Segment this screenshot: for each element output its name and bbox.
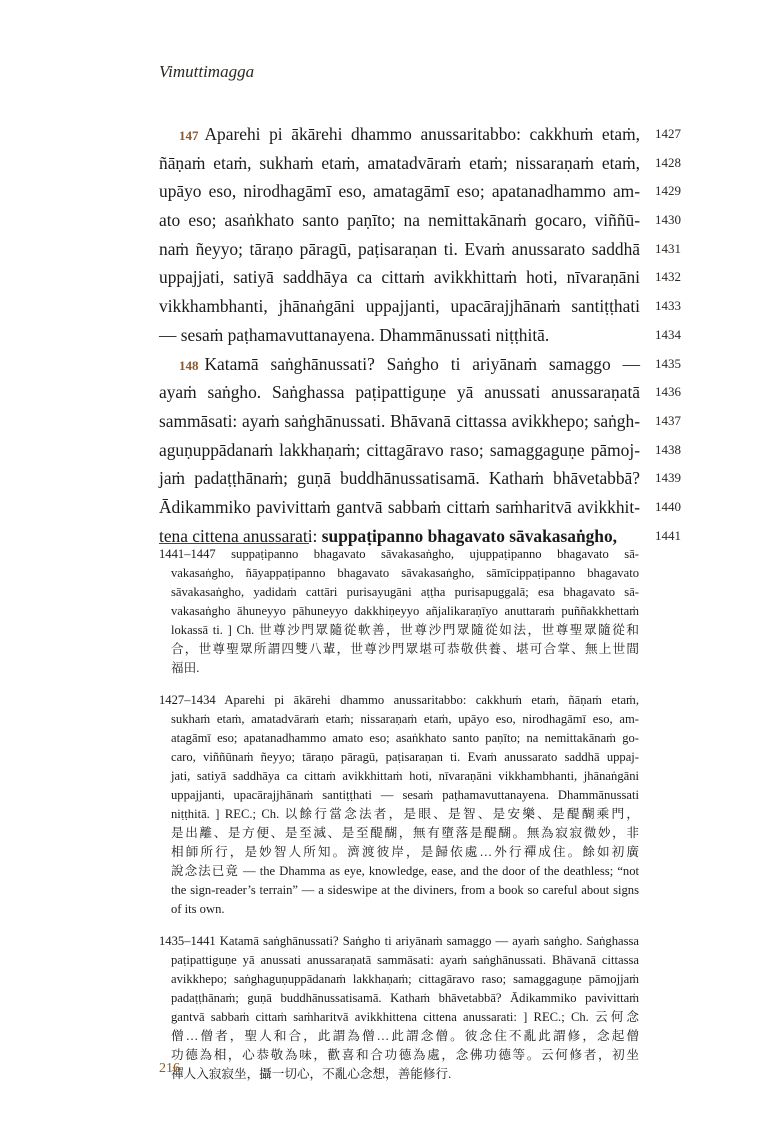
note-line: sukhaṁ etaṁ, amatadvāraṁ etaṁ; nissaraṇaṁ etaṁ, upāyo eso, nirodhagāmī eso, am- xyxy=(171,712,639,726)
page-number: 216 xyxy=(159,1061,180,1076)
line-body: Ādikammiko pavivittaṁ gantvā sabbaṁ cittaṁ saṁharitvā avikkhit- xyxy=(159,496,640,517)
note-line: avikkhepo; saṅghaguṇuppādanaṁ lakkhaṇaṁ; cittagāravo raso; samaggaguṇe pāmojjaṁ xyxy=(171,972,639,986)
critical-note xyxy=(159,932,639,1084)
line-body: uppajjati, satiyā saddhāya ca cittaṁ avikkhittaṁ hoti, nīvaraṇāni xyxy=(159,267,640,288)
main-text-line xyxy=(159,436,681,465)
paragraph-number: 148 xyxy=(179,357,199,373)
line-text xyxy=(159,177,640,206)
note-line: 相師所行，是妙智人所知。濟渡彼岸，是歸依處…外行禪成住。餘如初廣 xyxy=(171,845,639,859)
paragraph-number: 147 xyxy=(179,128,199,143)
running-head: Vimuttimagga xyxy=(159,62,255,81)
line-text xyxy=(159,120,640,151)
line-body: sammāsati: ayaṁ saṅghānussati. Bhāvanā cittassa avikkhepo; saṅgh- xyxy=(159,410,640,431)
note-line: 僧…僧者，聖人和合，此謂為僧…此謂念僧。彼念住不亂此謂修，念起僧 xyxy=(171,1029,639,1043)
line-text xyxy=(159,235,640,264)
line-body: ayaṁ saṅgho. Saṅghassa paṭipattiguṇe yā anussati anussaraṇatā xyxy=(159,382,640,403)
note-line: 1427–1434 Aparehi pi ākārehi dhammo anussaritabbo: cakkhuṁ etaṁ, ñāṇaṁ etaṁ, xyxy=(159,693,639,707)
line-body: Aparehi pi ākārehi dhammo anussaritabbo: cakkhuṁ etaṁ, xyxy=(204,124,640,144)
line-number: 1431 xyxy=(655,240,681,256)
bold-lemma: suppaṭipanno bhagavato sāvakasaṅgho, xyxy=(321,525,618,546)
note-line: jati, satiyā saddhāya ca cittaṁ avikkhittaṁ hoti, nīvaraṇāni vikkhambhanti, jhānaṅgāni xyxy=(171,769,639,783)
main-text-line xyxy=(159,206,681,235)
line-body: — sesaṁ paṭhamavuttanayena. Dhammānussati niṭṭhitā. xyxy=(159,324,550,345)
main-text-line xyxy=(159,149,681,178)
line-number: 1430 xyxy=(655,212,681,228)
line-number: 1438 xyxy=(655,441,681,457)
main-text-line xyxy=(159,235,681,264)
line-text xyxy=(159,378,640,407)
note-line: niṭṭhitā. ] REC.; Ch. 以餘行當念法者，是眼、是智、是安樂、是醍醐乘門， xyxy=(171,807,639,821)
line-number: 1427 xyxy=(655,126,681,141)
line-body: aguṇuppādanaṁ lakkhaṇaṁ; cittagāravo raso; samaggaguṇe pāmoj- xyxy=(159,439,640,460)
note-line: paṭipattiguṇe yā anussati anussaraṇatā sammāsati: ayaṁ saṅghānussati. Bhāvanā cittassa xyxy=(171,953,639,967)
line-text xyxy=(159,493,640,522)
line-number: 1429 xyxy=(655,183,681,199)
note-line: caro, viññūnaṁ ñeyyo; tāraṇo pāragū, paṭisaraṇan ti. Evaṁ anussarato saddhā uppaj- xyxy=(171,750,639,764)
note-line: lokassā ti. ] Ch. 世尊沙門眾隨從軟善，世尊沙門眾隨從如法，世尊聖眾隨從和 xyxy=(171,623,639,637)
main-text-line xyxy=(159,464,681,493)
critical-note xyxy=(159,545,639,678)
main-text-line xyxy=(159,120,681,149)
note-line: 合，世尊聖眾所謂四雙八輩，世尊沙門眾堪可恭敬供養、堪可合掌、無上世間 xyxy=(171,642,639,656)
main-text-line xyxy=(159,177,681,206)
note-line: sāvakasaṅgho, yadidaṁ cattāri purisayugāni aṭṭha purisapuggalā; esa bhagavato sā- xyxy=(171,585,639,599)
line-body: naṁ ñeyyo; tāraṇo pāragū, paṭisaraṇan ti. Evaṁ anussarato saddhā xyxy=(159,238,640,259)
main-text-line xyxy=(159,350,681,379)
main-text-line xyxy=(159,493,681,522)
line-number: 1441 xyxy=(655,527,681,543)
line-number: 1436 xyxy=(655,384,681,400)
line-body: Katamā saṅghānussati? Saṅgho ti ariyānaṁ samaggo — xyxy=(204,353,640,374)
main-text-line xyxy=(159,407,681,436)
line-body: jaṁ padaṭṭhānaṁ; guṇā buddhānussatisamā. Kathaṁ bhāvetabbā? xyxy=(159,468,640,489)
line-number: 1433 xyxy=(655,298,681,314)
note-line: 功德為相，心恭敬為味，歡喜和合功德為處，念佛功德等。云何修者，初坐 xyxy=(171,1048,639,1062)
note-line: padaṭṭhānaṁ; guṇā buddhānussatisamā. Kathaṁ bhāvetabbā? Ādikammiko pavivittaṁ xyxy=(171,991,639,1005)
note-line: vakasaṅgho āhuneyyo pāhuneyyo dakkhiṇeyyo añjalikaraṇīyo anuttaraṁ puññakkhettaṁ xyxy=(171,604,639,618)
main-text-line xyxy=(159,378,681,407)
line-number: 1435 xyxy=(655,355,681,371)
line-body: vikkhambhanti, jhānaṅgāni uppajjanti, upacārajjhānaṁ santiṭṭhati xyxy=(159,296,640,317)
line-number: 1428 xyxy=(655,154,681,170)
main-text xyxy=(159,120,681,550)
note-line: 禪人入寂寂坐，攝一切心，不亂心念想，善能修行. xyxy=(171,1067,452,1081)
note-line: gantvā sabbaṁ cittaṁ saṁharitvā avikkhittena cittena anussarati: ] REC.; Ch. 云何念 xyxy=(171,1010,639,1024)
note-line: 1435–1441 Katamā saṅghānussati? Saṅgho ti ariyānaṁ samaggo — ayaṁ saṅgho. Saṅghassa xyxy=(159,934,639,948)
line-number: 1437 xyxy=(655,412,681,428)
line-text xyxy=(159,206,640,235)
note-line: the sign-reader’s terrain” — a sideswipe at the diviners, from a book so careful about signs xyxy=(171,883,639,897)
note-line: 是出離、是方便、是至滅、是至醍醐，無有墮落是醍醐。無為寂寂微妙，非 xyxy=(171,826,639,840)
note-line: uppajjanti, upacārajjhānaṁ santiṭṭhati — sesaṁ paṭhamavuttanayena. Dhammānussati xyxy=(171,788,639,802)
note-line: atagāmī eso; apatanadhammo amato eso; asaṅkhato santo paṇīto; na nemittakānaṁ go- xyxy=(171,731,639,745)
line-number: 1434 xyxy=(655,326,681,342)
note-line: vakasaṅgho, ñāyappaṭipanno bhagavato sāvakasaṅgho, sāmīcippaṭipanno bhagavato xyxy=(171,566,639,580)
line-text xyxy=(159,292,640,321)
main-text-line xyxy=(159,292,681,321)
note-line: 說念法已竟 — the Dhamma as eye, knowledge, ease, and the door of the deathless; “not xyxy=(171,864,639,878)
notes-section xyxy=(159,545,639,1097)
line-text xyxy=(159,407,640,436)
line-text xyxy=(159,464,640,493)
main-text-line xyxy=(159,321,681,350)
line-body: ato eso; asaṅkhato santo paṇīto; na nemittakānaṁ gocaro, viññū- xyxy=(159,210,640,231)
line-body: tena cittena anussarati: xyxy=(159,525,318,546)
note-line: 福田. xyxy=(171,661,200,675)
line-text xyxy=(159,436,640,465)
line-body: ñāṇaṁ etaṁ, sukhaṁ etaṁ, amatadvāraṁ etaṁ; nissaraṇaṁ etaṁ, xyxy=(159,152,640,173)
line-text xyxy=(159,149,640,178)
line-text xyxy=(159,263,640,292)
line-body: upāyo eso, nirodhagāmī eso, amatagāmī eso; apatanadhammo am- xyxy=(159,181,640,202)
line-number: 1432 xyxy=(655,269,681,285)
main-text-line xyxy=(159,263,681,292)
footnote-rule xyxy=(159,543,309,544)
note-line: of its own. xyxy=(171,902,225,916)
line-number: 1439 xyxy=(655,470,681,486)
note-line: 1441–1447 suppaṭipanno bhagavato sāvakasaṅgho, ujuppaṭipanno bhagavato sā- xyxy=(159,547,639,561)
line-number: 1440 xyxy=(655,498,681,514)
critical-note xyxy=(159,691,639,919)
line-text xyxy=(159,321,640,350)
line-text xyxy=(159,350,640,381)
